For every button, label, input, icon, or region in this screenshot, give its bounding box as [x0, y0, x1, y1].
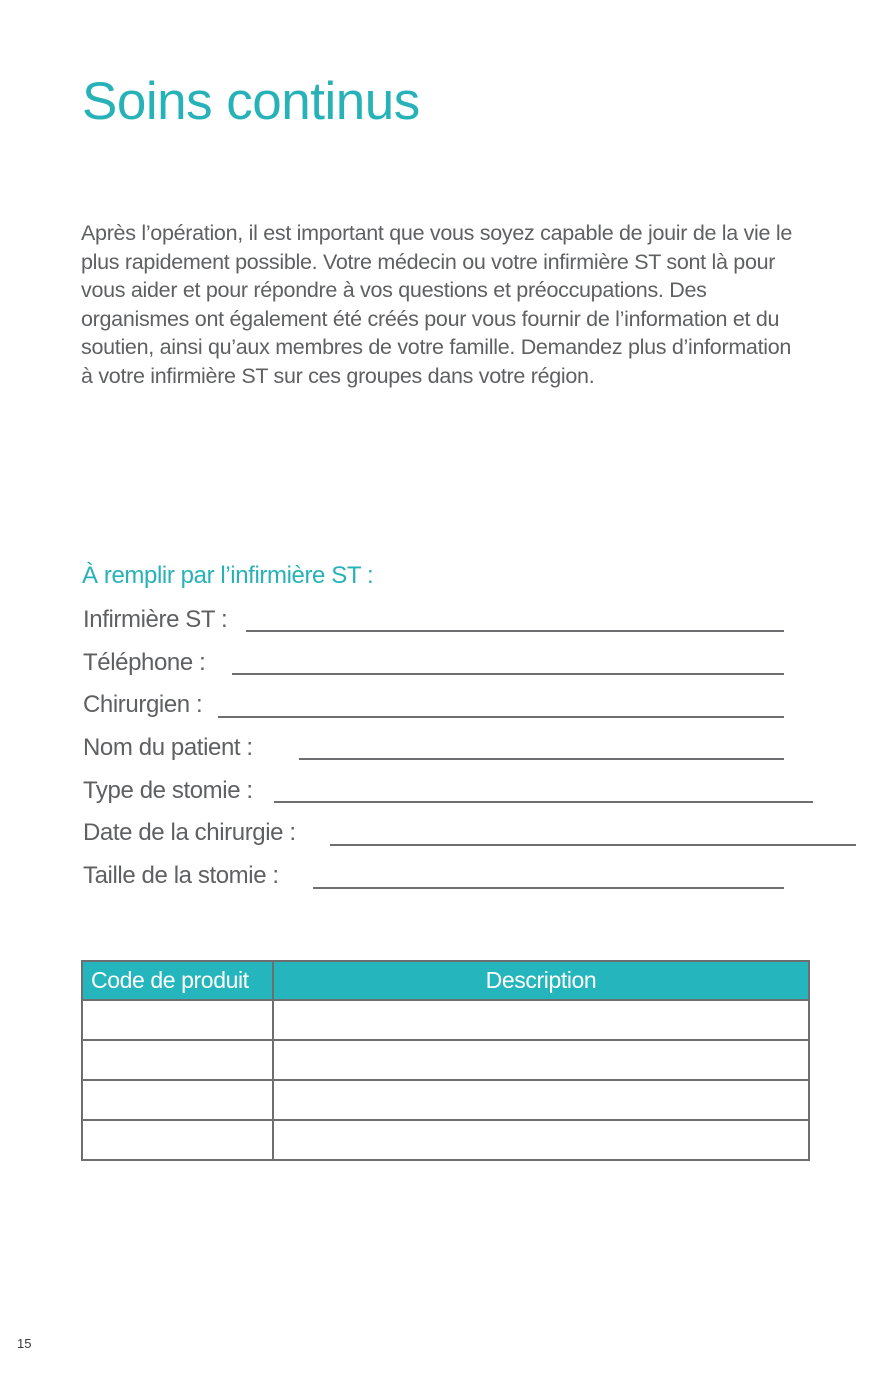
table-row: [82, 1000, 809, 1040]
field-label-surgeon: Chirurgien :: [83, 691, 203, 718]
field-label-stoma-size: Taille de la stomie :: [83, 862, 279, 889]
description-cell[interactable]: [273, 1040, 809, 1080]
page-number: 15: [17, 1336, 32, 1351]
field-line-surgery-date[interactable]: [330, 844, 856, 846]
field-line-patient-name[interactable]: [299, 758, 784, 760]
field-label-patient-name: Nom du patient :: [83, 734, 253, 761]
description-cell[interactable]: [273, 1080, 809, 1120]
table-row: [82, 1040, 809, 1080]
field-line-nurse[interactable]: [246, 630, 784, 632]
field-line-stoma-size[interactable]: [313, 887, 784, 889]
description-cell[interactable]: [273, 1120, 809, 1160]
field-line-stoma-type[interactable]: [274, 801, 813, 803]
product-code-cell[interactable]: [82, 1040, 273, 1080]
form-heading: À remplir par l’infirmière ST :: [82, 562, 374, 589]
description-cell[interactable]: [273, 1000, 809, 1040]
field-label-stoma-type: Type de stomie :: [83, 777, 253, 804]
page-title: Soins continus: [82, 72, 420, 131]
column-header-product-code: Code de produit: [82, 961, 273, 1000]
column-header-description: Description: [273, 961, 809, 1000]
product-code-cell[interactable]: [82, 1120, 273, 1160]
table-header-row: [82, 961, 809, 1000]
intro-paragraph: Après l’opération, il est important que vous soyez capable de jouir de la vie le plus rapidement possible. Votre médecin ou votre infirmière ST sont là pour vous aider et pour répondre à vos questions et préoccupations. Des organismes ont également été créés pour vous fournir de l’information et du soutien, ainsi qu’aux membres de votre famille. Demandez plus d’information à votre infirmière ST sur ces groupes dans votre région.: [81, 221, 793, 388]
field-label-phone: Téléphone :: [83, 649, 206, 676]
table-row: [82, 1080, 809, 1120]
product-table: [81, 960, 810, 1161]
field-label-nurse: Infirmière ST :: [83, 606, 228, 633]
field-line-surgeon[interactable]: [218, 716, 784, 718]
product-code-cell[interactable]: [82, 1080, 273, 1120]
product-code-cell[interactable]: [82, 1000, 273, 1040]
field-line-phone[interactable]: [232, 673, 784, 675]
field-label-surgery-date: Date de la chirurgie :: [83, 819, 296, 846]
table-row: [82, 1120, 809, 1160]
